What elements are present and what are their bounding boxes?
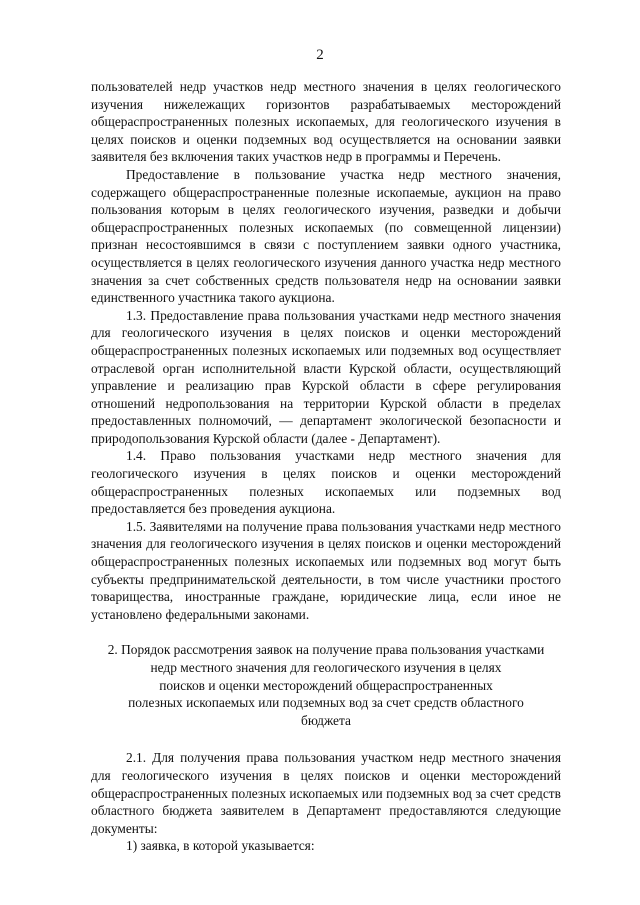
paragraph-1-5: 1.5. Заявителями на получение права пользования участками недр местного значения для геологического изучения в целях поисков и оценки месторождений общераспространенных полезных ископаемых или подземных вод могут быть субъекты предпринимательской деятельности, в том числе участники простого товарищества, иностранные граждане, юридические лица, если иное не установлено федеральными законами. bbox=[91, 518, 561, 622]
paragraph-1-3: 1.3. Предоставление права пользования участками недр местного значения для геологического изучения в целях поисков и оценки месторождений общераспространенных полезных ископаемых или подземных вод осуществляет отраслевой орган исполнительной власти Курской области, осуществляющий управление и реализацию прав Курской области в сфере регулирования отношений недропользования на территории Курской области в пределах предоставленных полномочий, — департамент экологической безопасности и природопользования Курской области (далее - Департамент). bbox=[91, 307, 561, 446]
section-heading-line: поисков и оценки месторождений общераспространенных bbox=[159, 677, 493, 693]
paragraph-continuation: пользователей недр участков недр местного значения в целях геологического изучения нижележащих горизонтов разрабатываемых месторождений общераспространенных полезных ископаемых, для геологического изучения в целях поисков и оценки подземных вод осуществляется на основании заявки заявителя без включения таких участков недр в программы и Перечень. bbox=[91, 79, 561, 165]
paragraph-2-1: 2.1. Для получения права пользования участком недр местного значения для геологического изучения в целях поисков и оценки месторождений общераспространенных полезных ископаемых или подземных вод за счет средств областного бюджета заявителем в Департамент предоставляются следующие документы: bbox=[91, 750, 561, 836]
section-heading-line: недр местного значения для геологического изучения в целях bbox=[150, 660, 502, 675]
paragraph-auction-not-held: Предоставление в пользование участка недр местного значения, содержащего общераспространенные полезные ископаемые, аукцион на право пользования которым в целях геологического изучения, разведки и добычи общераспространенных полезных ископаемых (по совмещенной лицензии) признан несостоявшимся в связи с поступлением заявки одного участника, осуществляется в целях геологического изучения данного участка недр местного значения за счет собственных средств пользователя недр на основании заявки единственного участника такого аукциона. bbox=[91, 166, 561, 306]
list-item-1: 1) заявка, в которой указывается: bbox=[126, 838, 315, 854]
paragraph-1-4: 1.4. Право пользования участками недр местного значения для геологического изучения в целях поисков и оценки месторождений общераспространенных полезных ископаемых или подземных вод предоставляется без проведения аукциона. bbox=[91, 448, 561, 517]
section-heading-line: полезных ископаемых или подземных вод за счет средств областного bbox=[128, 695, 524, 711]
document-body bbox=[91, 78, 561, 855]
section-2-heading bbox=[91, 641, 561, 729]
page-number: 2 bbox=[316, 47, 324, 63]
section-heading-line: бюджета bbox=[301, 712, 351, 728]
section-heading-line: 2. Порядок рассмотрения заявок на получение права пользования участками bbox=[107, 642, 545, 658]
